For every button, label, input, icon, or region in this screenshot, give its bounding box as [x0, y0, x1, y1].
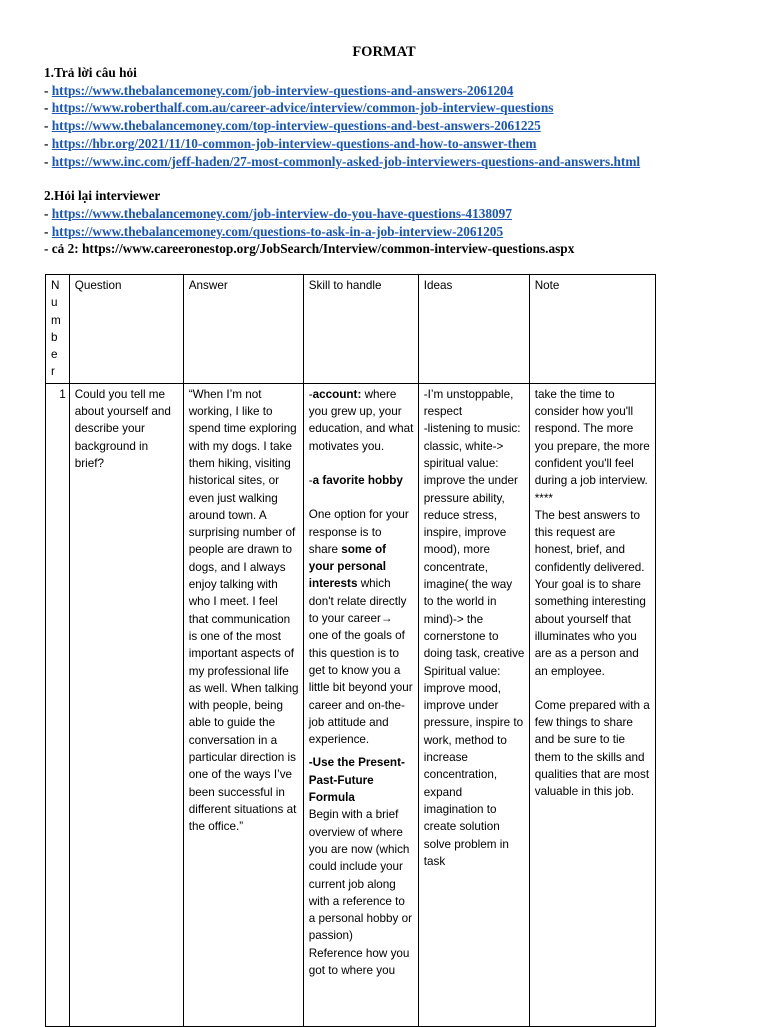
header-skill: Skill to handle — [303, 275, 418, 384]
skill-formula-text: Begin with a brief overview of where you are now (which could include your current job along with a reference to a personal hobby or passion) — [308, 808, 413, 943]
reference-link[interactable]: https://www.inc.com/jeff-haden/27-most-commonly-asked-job-interviewers-questions-and-answers.html — [51, 153, 641, 169]
skill-reference-text: Reference how you got to where you — [308, 946, 410, 977]
question-cell: Could you tell me about yourself and describe your background in brief? — [69, 383, 183, 1026]
row-number: 1 — [46, 383, 70, 1026]
ideas-cell: -I’m unstoppable, respect -listening to music: classic, white-> spiritual value: improve the under pressure ability, reduce stress, inspire, improve mood), more concentrate, imagine( the way to the world in mind)-> the cornerstone to doing task, creative Spiritual value: improve mood, improve under pressure, inspire to work, method to increase concentration, expand imagination to create solution solve problem in task — [418, 383, 529, 1026]
skill-hobby: -a favorite hobby — [308, 473, 403, 487]
skill-cell — [303, 383, 418, 1026]
note-paragraph: The best answers to this request are honest, brief, and confidently delivered. Your goal is to share something interesting about yourself that illuminates who you are as a person and an employee. — [534, 508, 646, 678]
link-item: - https://www.roberthalf.com.au/career-advice/interview/common-job-interview-questions — [44, 100, 554, 116]
section-1-heading: 1.Trả lời câu hỏi — [44, 65, 137, 80]
table-row — [46, 383, 656, 1026]
link-item: - https://www.thebalancemoney.com/questions-to-ask-in-a-job-interview-2061205 — [44, 223, 504, 239]
link-item: - https://www.inc.com/jeff-haden/27-most-commonly-asked-job-interviewers-questions-and-answers.html — [44, 153, 641, 169]
reference-link[interactable]: https://www.thebalancemoney.com/job-interview-do-you-have-questions-4138097 — [51, 205, 512, 221]
note-stars: **** — [534, 491, 553, 505]
header-ideas: Ideas — [418, 275, 529, 384]
header-note: Note — [529, 275, 655, 384]
reference-link[interactable]: https://www.thebalancemoney.com/job-interview-questions-and-answers-2061204 — [51, 82, 514, 98]
link-item: - https://www.thebalancemoney.com/job-interview-questions-and-answers-2061204 — [44, 82, 514, 98]
reference-link[interactable]: https://www.thebalancemoney.com/top-interview-questions-and-best-answers-2061225 — [51, 118, 541, 134]
link-item: - https://www.thebalancemoney.com/job-interview-do-you-have-questions-4138097 — [44, 205, 512, 221]
skill-account: -account: where you grew up, your education, and what motivates you. — [308, 387, 414, 453]
link-item: - https://www.thebalancemoney.com/top-interview-questions-and-best-answers-2061225 — [44, 118, 541, 134]
extra-reference: - cả 2: https://www.careeronestop.org/JobSearch/Interview/common-interview-questions.aspx — [44, 241, 575, 257]
header-number: Number — [46, 275, 70, 384]
note-paragraph: Come prepared with a few things to share and be sure to tie them to the skills and qualities that are most valuable in this job. — [534, 698, 650, 799]
note-paragraph: take the time to consider how you'll respond. The more you prepare, the more confident you'll feel during a job interview. — [534, 387, 650, 488]
header-answer: Answer — [183, 275, 303, 384]
skill-formula-heading: -Use the Present-Past-Future Formula — [308, 756, 405, 805]
interview-table — [45, 274, 656, 1027]
reference-link[interactable]: https://www.roberthalf.com.au/career-advice/interview/common-job-interview-questions — [51, 100, 554, 116]
document-title: FORMAT — [352, 44, 416, 60]
skill-option: One option for your response is to share some of your personal interests which don't relate directly to your career→ one of the goals of this question is to get to know you a little bit beyond your career and on-the-job attitude and experience. — [308, 508, 413, 747]
reference-link[interactable]: https://hbr.org/2021/11/10-common-job-interview-questions-and-how-to-answer-them — [51, 135, 537, 151]
link-item: - https://hbr.org/2021/11/10-common-job-interview-questions-and-how-to-answer-them — [44, 135, 537, 151]
note-cell — [529, 383, 655, 1026]
reference-section — [44, 64, 744, 258]
answer-cell: “When I’m not working, I like to spend time exploring with my dogs. I take them hiking, visiting historical sites, or even just walking around town. A surprising number of people are drawn to dogs, and I always enjoy talking with who I meet. I feel that communication is one of the most important aspects of my professional life as well. When talking with people, being able to guide the conversation in a particular direction is one of the ways I’ve been successful in different situations at the office.” — [183, 383, 303, 1026]
reference-link[interactable]: https://www.thebalancemoney.com/questions-to-ask-in-a-job-interview-2061205 — [51, 223, 504, 239]
table-header-row — [46, 275, 656, 384]
section-2-heading: 2.Hỏi lại interviewer — [44, 188, 161, 204]
header-question: Question — [69, 275, 183, 384]
